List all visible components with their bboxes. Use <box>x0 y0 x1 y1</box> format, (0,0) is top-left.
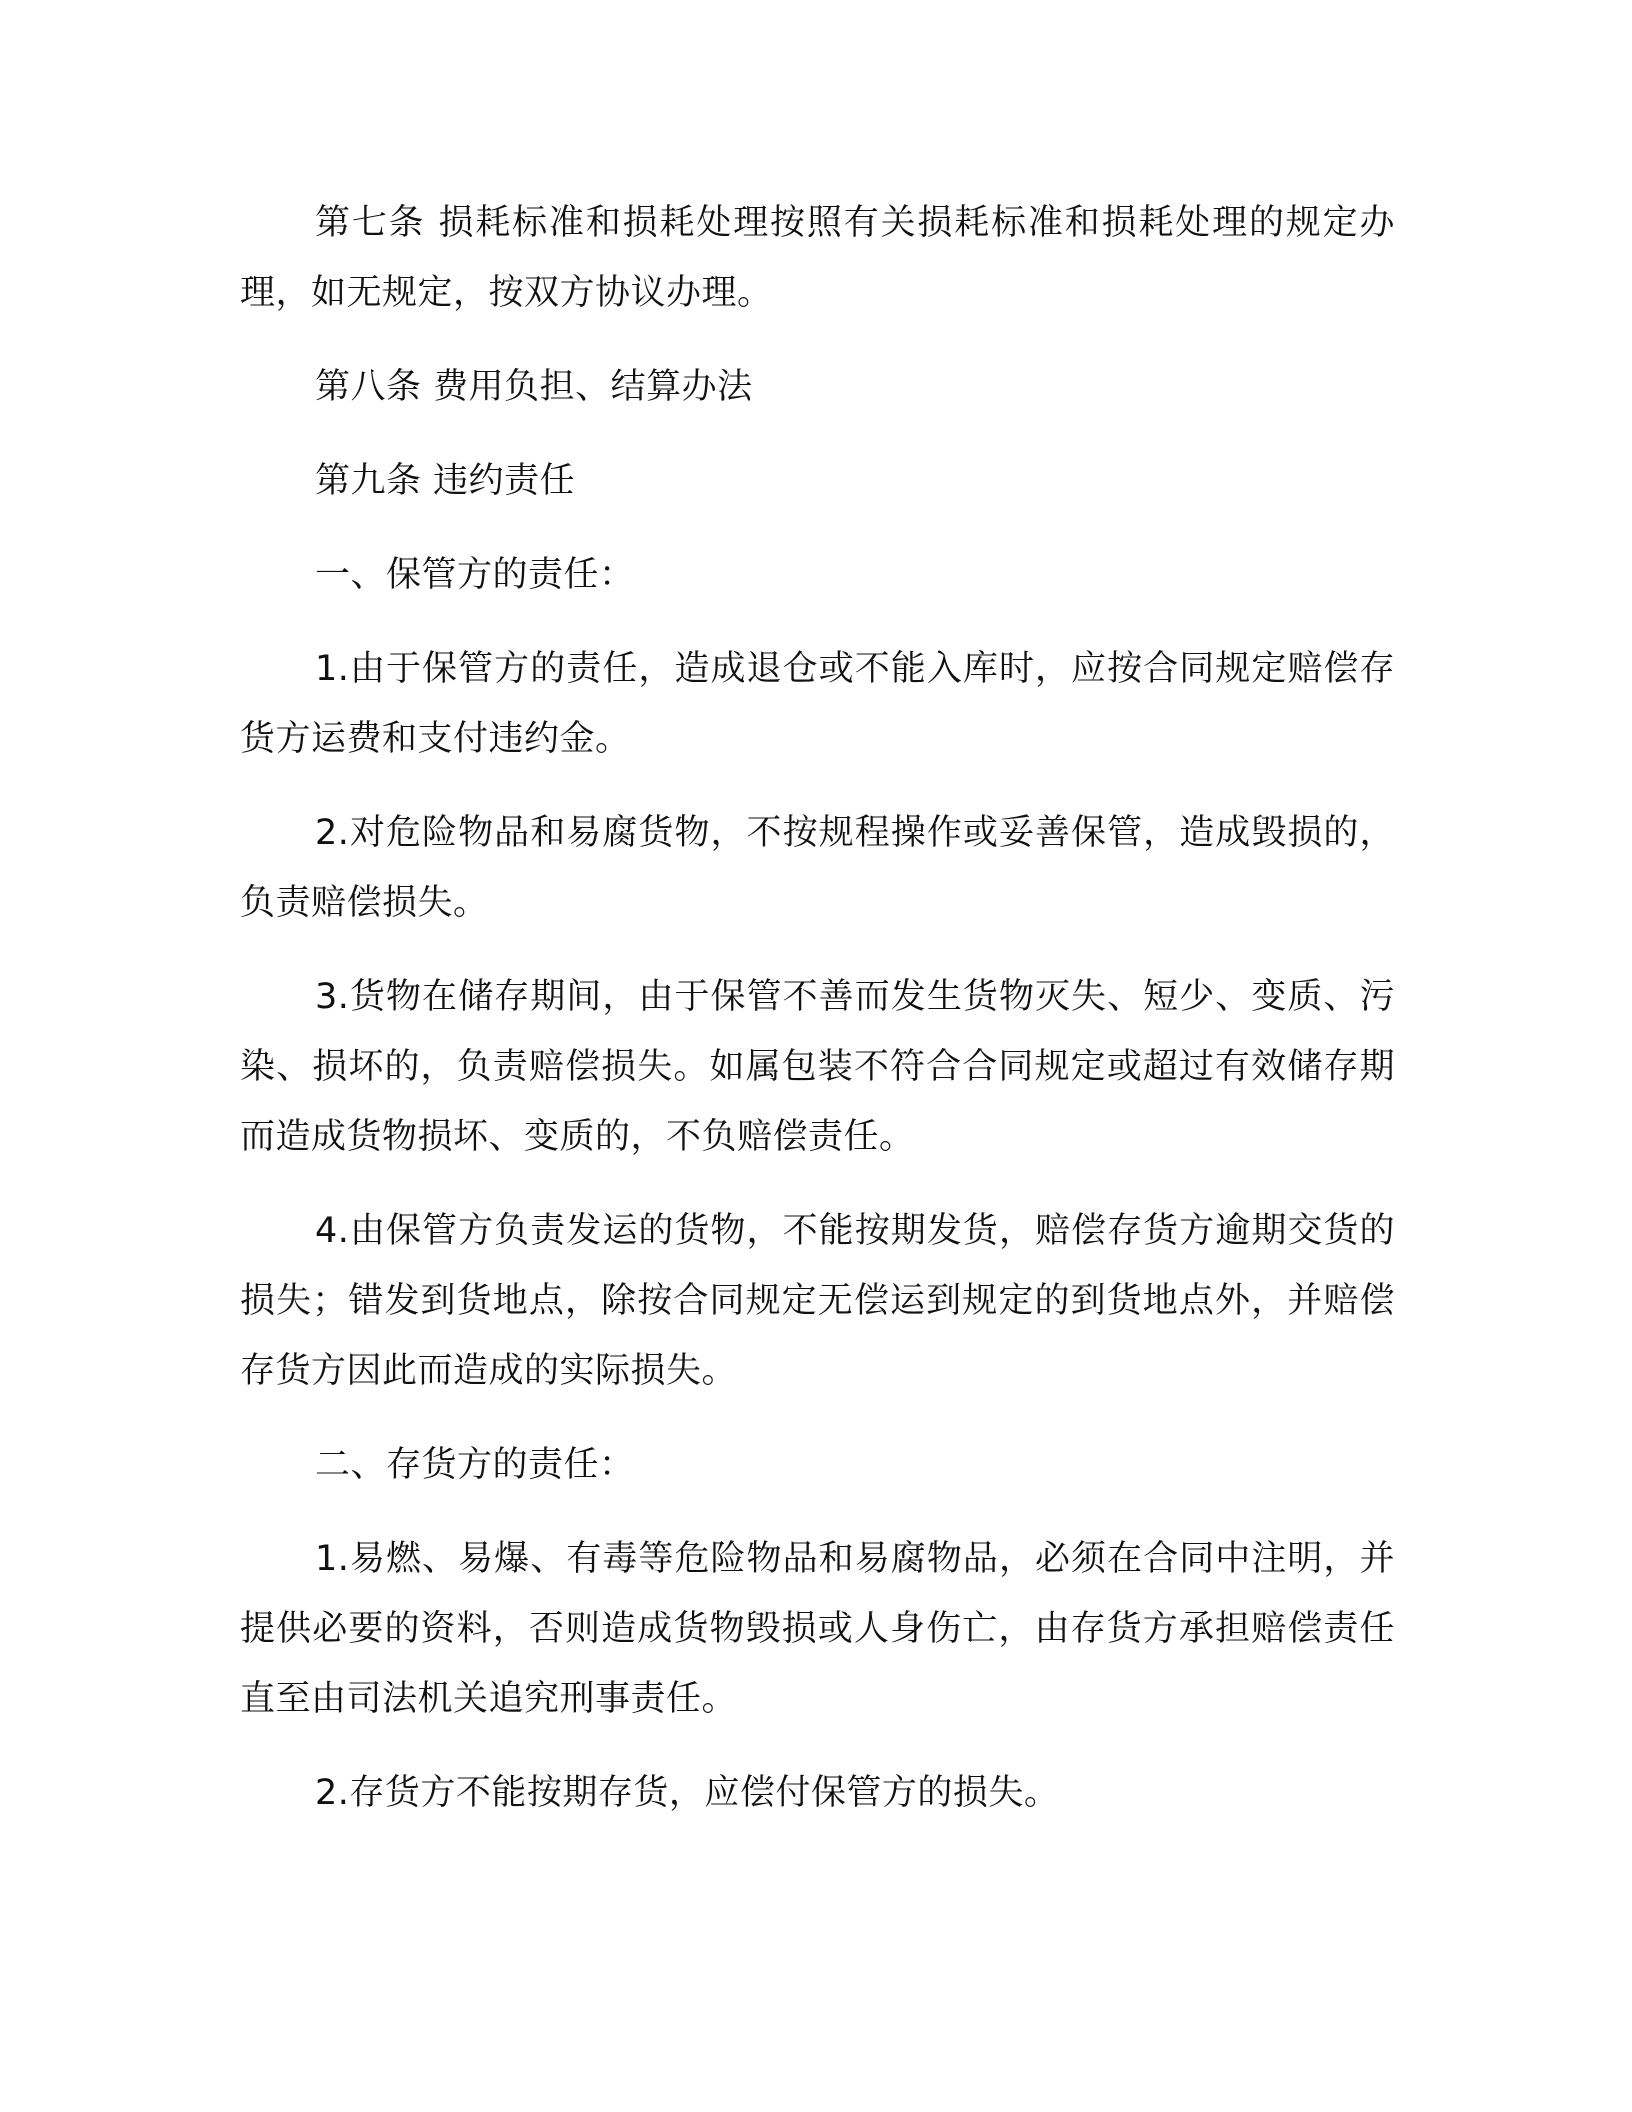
article-8-heading: 第八条 费用负担、结算办法 <box>315 367 753 407</box>
depositor-clause-1: 1.易燃、易爆、有毒等危险物品和易腐物品，必须在合同中注明，并提供必要的资料，否则造成货物毁损或人身伤亡，由存货方承担赔偿责任直至由司法机关追究刑事责任。 <box>240 1539 1395 1719</box>
custodian-clause-4: 4.由保管方负责发运的货物，不能按期发货，赔偿存货方逾期交货的损失；错发到货地点，除按合同规定无偿运到规定的到货地点外，并赔偿存货方因此而造成的实际损失。 <box>240 1211 1395 1391</box>
custodian-clause-1: 1.由于保管方的责任，造成退仓或不能入库时，应按合同规定赔偿存货方运费和支付违约金。 <box>240 649 1395 759</box>
document-page <box>240 188 1395 1852</box>
custodian-liability-heading: 一、保管方的责任： <box>315 555 635 595</box>
article-7-paragraph: 第七条 损耗标准和损耗处理按照有关损耗标准和损耗处理的规定办理，如无规定，按双方协议办理。 <box>240 203 1395 313</box>
custodian-clause-2: 2.对危险物品和易腐货物，不按规程操作或妥善保管，造成毁损的，负责赔偿损失。 <box>240 813 1395 923</box>
depositor-liability-heading: 二、存货方的责任： <box>315 1445 635 1485</box>
custodian-clause-3: 3.货物在储存期间，由于保管不善而发生货物灭失、短少、变质、污染、损坏的，负责赔偿损失。如属包装不符合合同规定或超过有效储存期而造成货物损坏、变质的，不负赔偿责任。 <box>240 977 1395 1157</box>
depositor-clause-2: 2.存货方不能按期存货，应偿付保管方的损失。 <box>315 1773 1060 1813</box>
article-9-heading: 第九条 违约责任 <box>315 461 576 501</box>
